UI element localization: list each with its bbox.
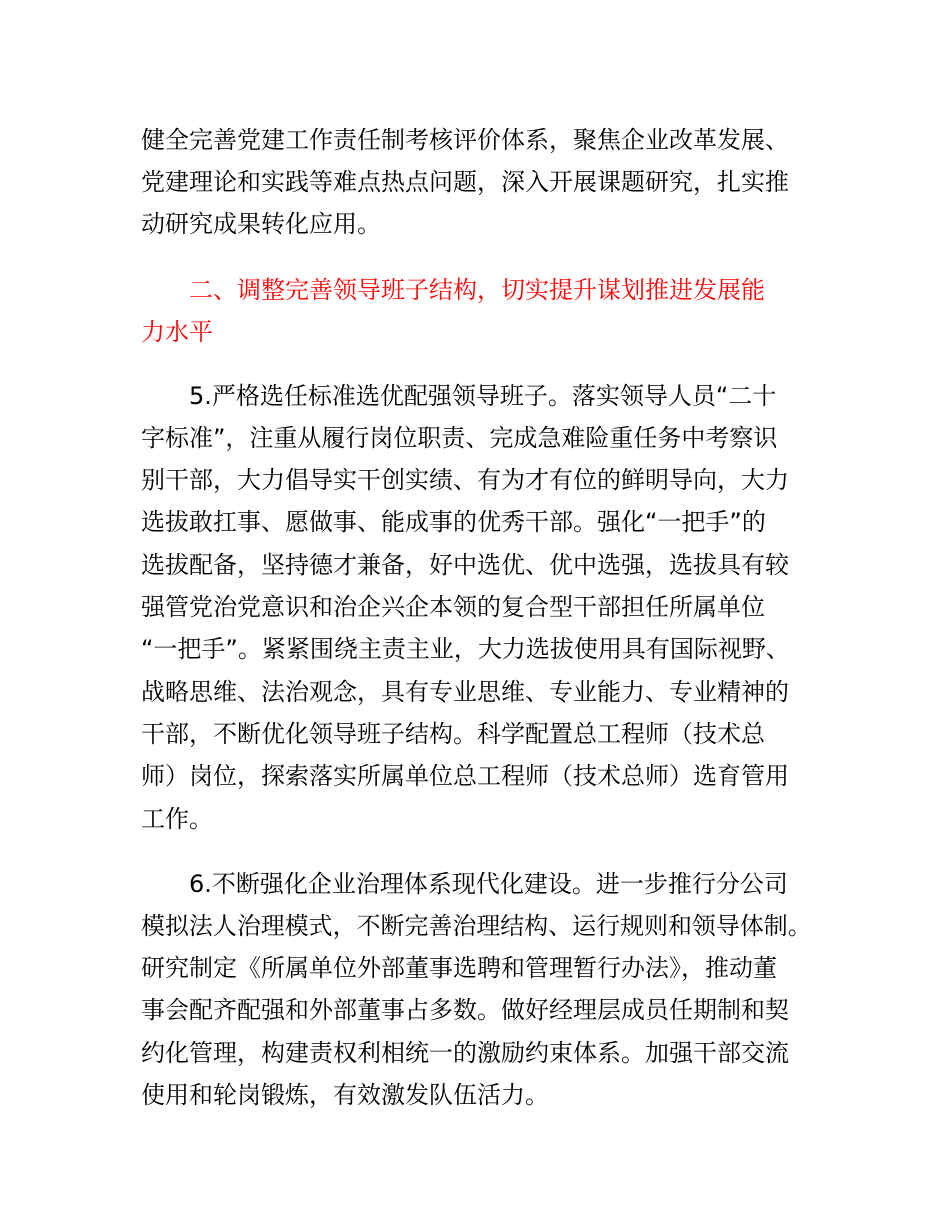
text-line: 干部，不断优化领导班子结构。科学配置总工程师（技术总 <box>141 720 765 748</box>
text-line: 5.严格选任标准选优配强领导班子。落实领导人员“二十 <box>189 382 777 410</box>
text-line: 使用和轮岗锻炼，有效激发队伍活力。 <box>141 1081 549 1109</box>
text-line: 党建理论和实践等难点热点问题，深入开展课题研究，扎实推 <box>141 168 789 196</box>
text-line: 约化管理，构建责权利相统一的激励约束体系。加强干部交流 <box>141 1039 789 1067</box>
text-line: 健全完善党建工作责任制考核评价体系，聚焦企业改革发展、 <box>141 126 789 154</box>
text-line: 选拔配备，坚持德才兼备，好中选优、优中选强，选拔具有较 <box>141 551 789 579</box>
text-line: 研究制定《所属单位外部董事选聘和管理暂行办法》，推动董 <box>141 954 777 982</box>
text-line: 战略思维、法治观念，具有专业思维、专业能力、专业精神的 <box>141 678 789 706</box>
text-line: 强管党治党意识和治企兴企本领的复合型干部担任所属单位 <box>141 593 765 621</box>
text-line: 选拔敢扛事、愿做事、能成事的优秀干部。强化“一把手”的 <box>141 508 766 536</box>
text-line: 字标准”，注重从履行岗位职责、完成急难险重任务中考察识 <box>141 424 778 452</box>
text-line: “一把手”。紧紧围绕主责主业，大力选拔使用具有国际视野、 <box>141 635 790 663</box>
text-line: 事会配齐配强和外部董事占多数。做好经理层成员任期制和契 <box>141 996 789 1024</box>
text-line: 工作。 <box>141 805 213 833</box>
text-line: 师）岗位，探索落实所属单位总工程师（技术总师）选育管用 <box>141 762 789 790</box>
text-line: 6.不断强化企业治理体系现代化建设。进一步推行分公司 <box>189 870 788 898</box>
text-line: 动研究成果转化应用。 <box>141 210 381 238</box>
heading-line: 力水平 <box>141 318 213 346</box>
text-line: 别干部，大力倡导实干创实绩、有为才有位的鲜明导向，大力 <box>141 466 789 494</box>
text-line: 模拟法人治理模式，不断完善治理结构、运行规则和领导体制。 <box>141 912 812 940</box>
heading-line: 二、调整完善领导班子结构，切实提升谋划推进发展能 <box>189 276 765 304</box>
